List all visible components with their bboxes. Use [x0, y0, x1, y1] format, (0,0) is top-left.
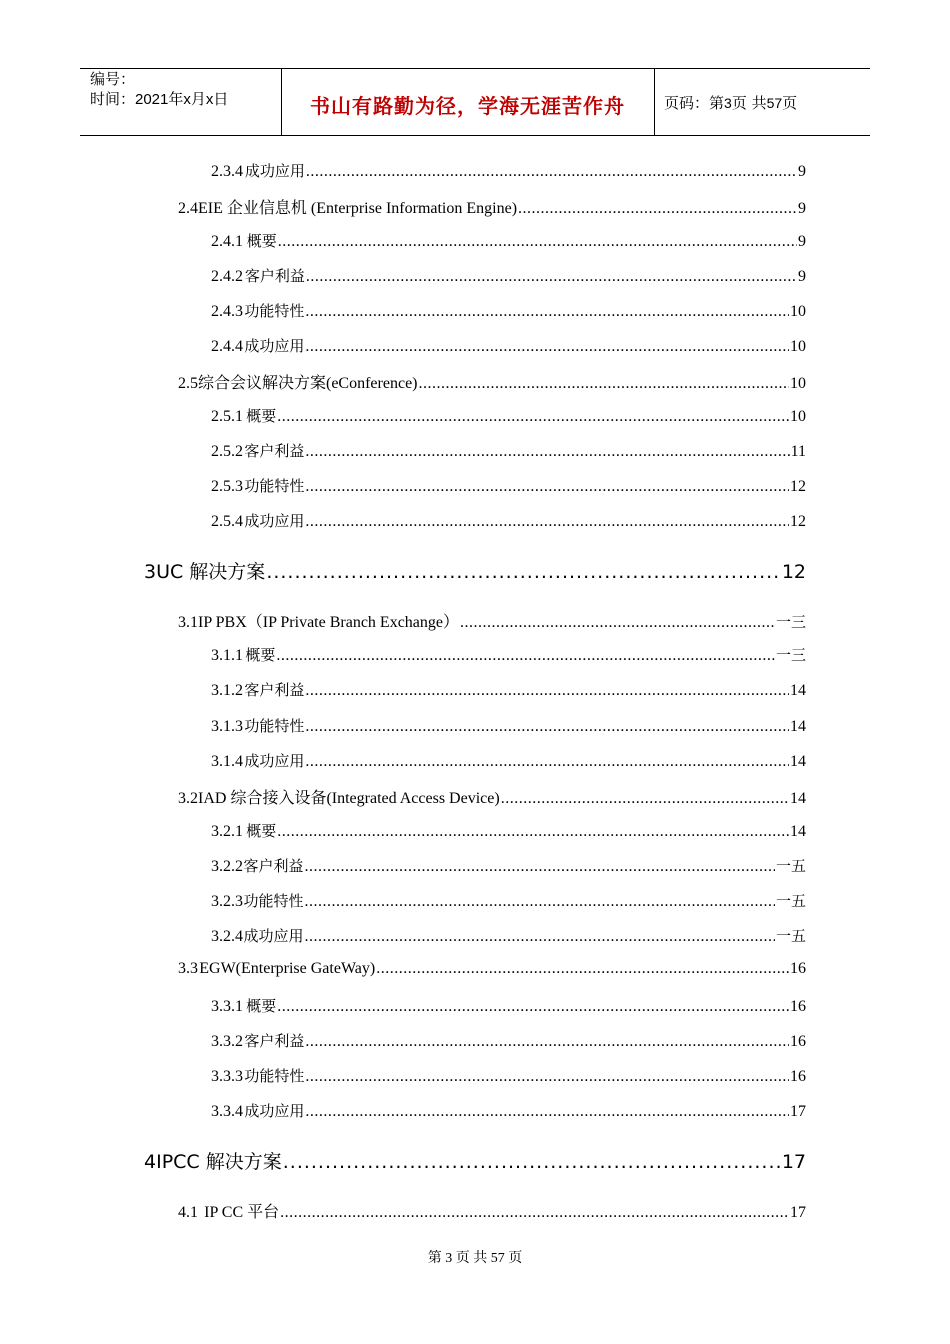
toc-page: 14 — [790, 823, 806, 840]
toc-title: IP CC 平台 — [204, 1204, 280, 1221]
toc-page: 17 — [781, 1151, 806, 1173]
toc-entry[interactable] — [211, 715, 806, 736]
toc-leader — [376, 960, 789, 978]
toc-title: 成功应用 — [244, 512, 305, 530]
toc-entry[interactable] — [211, 679, 806, 700]
toc-entry[interactable] — [211, 995, 806, 1016]
toc-title: 功能特性 — [244, 1067, 305, 1085]
toc-page: 一五 — [775, 927, 806, 945]
toc-page: 14 — [790, 718, 806, 735]
toc-leader — [277, 998, 789, 1016]
toc-title: 成功应用 — [244, 162, 305, 180]
toc-number: 3.3.2 — [211, 1033, 243, 1050]
toc-number: 2.5.3 — [211, 478, 243, 495]
toc-title: 概要 — [246, 997, 277, 1015]
toc-title: 客户利益 — [244, 681, 305, 699]
toc-entry[interactable] — [211, 1065, 806, 1086]
toc-page: 一三 — [775, 613, 806, 631]
toc-leader — [305, 1068, 789, 1086]
toc-entry[interactable] — [211, 644, 806, 665]
toc-number: 3.2.4 — [211, 928, 243, 945]
toc-page: 一五 — [775, 857, 806, 875]
toc-leader — [278, 233, 797, 251]
toc-page: 14 — [790, 753, 806, 770]
toc-leader — [283, 1151, 781, 1173]
toc-page: 一三 — [775, 646, 806, 664]
toc-page: 12 — [781, 561, 806, 583]
toc-page: 10 — [790, 338, 806, 355]
toc-leader — [304, 928, 775, 946]
toc-number: 2.5.1 — [211, 408, 243, 425]
toc-title: 功能特性 — [244, 477, 305, 495]
toc-number: 2.5.4 — [211, 513, 243, 530]
toc-leader — [305, 718, 789, 736]
toc-entry[interactable] — [211, 300, 806, 321]
toc-entry[interactable] — [211, 475, 806, 496]
toc-title: 成功应用 — [244, 752, 305, 770]
toc-leader — [518, 200, 797, 218]
page-suffix: 页 — [782, 94, 798, 112]
toc-number: 3.2 — [178, 790, 198, 807]
toc-entry[interactable] — [178, 960, 806, 978]
toc-number: 4.1 — [178, 1204, 198, 1221]
toc-page: 14 — [790, 682, 806, 699]
toc-entry[interactable] — [211, 1100, 806, 1121]
toc-leader — [305, 1033, 789, 1051]
toc-number: 3.1.3 — [211, 718, 243, 735]
toc-number: 2.4 — [178, 200, 198, 217]
toc-number: 3.3.3 — [211, 1068, 243, 1085]
toc-leader — [305, 682, 789, 700]
toc-number: 3.3 — [178, 960, 198, 977]
toc-title: 客户利益 — [244, 442, 305, 460]
toc-leader — [305, 303, 789, 321]
toc-title: 综合会议解决方案(eConference) — [198, 375, 418, 392]
toc-entry[interactable] — [211, 1030, 806, 1051]
toc-title: 客户利益 — [244, 267, 305, 285]
toc-title: 概要 — [246, 232, 277, 250]
header-bottom-rule — [80, 135, 870, 136]
toc-entry[interactable] — [178, 785, 806, 808]
toc-number: 3.2.1 — [211, 823, 243, 840]
toc-chapter-entry[interactable] — [144, 557, 806, 584]
toc-entry[interactable] — [178, 1199, 806, 1222]
toc-title: 功能特性 — [244, 302, 305, 320]
toc-number: 2.4.1 — [211, 233, 243, 250]
toc-leader — [266, 561, 781, 583]
toc-leader — [306, 268, 797, 286]
toc-number: 3.1.2 — [211, 682, 243, 699]
toc-leader — [304, 858, 775, 876]
toc-leader — [419, 375, 790, 393]
header-meta — [90, 70, 228, 110]
toc-title: 成功应用 — [244, 1102, 305, 1120]
toc-number: 2.4.4 — [211, 338, 243, 355]
page-mid: 页 共 — [731, 94, 767, 112]
toc-leader — [305, 443, 789, 461]
toc-entry[interactable] — [211, 265, 806, 286]
toc-title: 客户利益 — [244, 1032, 305, 1050]
header-divider — [654, 68, 655, 136]
toc-entry[interactable] — [211, 855, 806, 876]
toc-entry[interactable] — [211, 925, 806, 946]
toc-number: 3.1.1 — [211, 647, 243, 664]
toc-page: 9 — [798, 268, 806, 285]
document-number-label: 编号： — [90, 71, 136, 88]
toc-leader — [305, 338, 789, 356]
page-header — [80, 68, 870, 136]
toc-entry[interactable] — [211, 335, 806, 356]
toc-entry[interactable] — [211, 160, 806, 181]
toc-number: 2.3.4 — [211, 163, 243, 180]
toc-page: 14 — [790, 790, 806, 807]
toc-page: 12 — [790, 478, 806, 495]
toc-number: 2.5 — [178, 375, 198, 392]
toc-page: 16 — [790, 1068, 806, 1085]
toc-number: 3.1.4 — [211, 753, 243, 770]
toc-page: 10 — [790, 375, 806, 392]
toc-leader — [306, 163, 797, 181]
toc-leader — [277, 408, 789, 426]
toc-leader — [304, 893, 775, 911]
toc-page: 9 — [798, 163, 806, 180]
toc-leader — [501, 790, 789, 808]
document-date: 时间：2021年x月x日 — [90, 91, 229, 108]
toc-entry[interactable] — [178, 370, 806, 393]
toc-page: 16 — [790, 960, 806, 977]
page-total: 57 — [766, 95, 783, 111]
page-prefix: 页码：第 — [664, 94, 725, 112]
toc-chapter-entry[interactable] — [144, 1147, 806, 1174]
toc-number: 3.3.4 — [211, 1103, 243, 1120]
toc-leader — [460, 614, 775, 632]
toc-title: 成功应用 — [244, 337, 305, 355]
toc-title: EIE 企业信息机 (Enterprise Information Engine) — [198, 200, 518, 217]
toc-number: 3.1 — [178, 614, 198, 631]
toc-number: 2.4.3 — [211, 303, 243, 320]
toc-entry[interactable] — [211, 510, 806, 531]
toc-title: 成功应用 — [243, 927, 304, 945]
toc-leader — [305, 513, 789, 531]
toc-page: 10 — [790, 408, 806, 425]
toc-entry[interactable] — [211, 230, 806, 251]
toc-title: 功能特性 — [243, 892, 304, 910]
toc-page: 17 — [790, 1103, 806, 1120]
toc-number: 3.3.1 — [211, 998, 243, 1015]
toc-leader — [276, 647, 775, 665]
toc-entry[interactable] — [211, 405, 806, 426]
toc-number: 2.5.2 — [211, 443, 243, 460]
toc-leader — [305, 478, 789, 496]
toc-leader — [277, 823, 789, 841]
toc-page: 16 — [790, 1033, 806, 1050]
toc-page: 11 — [790, 443, 806, 460]
toc-page: 9 — [798, 200, 806, 217]
toc-title: IP PBX（IP Private Branch Exchange） — [198, 614, 459, 631]
toc-title: EGW(Enterprise GateWay) — [199, 960, 376, 977]
toc-number: 3.2.2 — [211, 858, 243, 875]
toc-number: 4 — [144, 1151, 157, 1173]
toc-page: 10 — [790, 303, 806, 320]
toc-entry[interactable] — [211, 820, 806, 841]
toc-title: 功能特性 — [244, 717, 305, 735]
toc-title: 概要 — [245, 646, 276, 664]
toc-leader — [305, 1103, 789, 1121]
toc-title: 概要 — [246, 407, 277, 425]
page-number: 3 — [724, 95, 732, 111]
toc-page: 一五 — [775, 892, 806, 910]
toc-title: 客户利益 — [243, 857, 304, 875]
toc-page: 9 — [798, 233, 806, 250]
header-motto: 书山有路勤为径，学海无涯苦作舟 — [310, 94, 625, 118]
toc-entry[interactable] — [178, 195, 806, 218]
toc-entry[interactable] — [211, 440, 806, 461]
toc-entry[interactable] — [211, 750, 806, 771]
toc-title: 概要 — [246, 822, 277, 840]
header-top-rule — [80, 68, 870, 69]
page-footer: 第 3 页 共 57 页 — [427, 1251, 523, 1266]
toc-entry[interactable] — [178, 609, 806, 632]
toc-page: 16 — [790, 998, 806, 1015]
toc-entry[interactable] — [211, 890, 806, 911]
toc-number: 3.2.3 — [211, 893, 243, 910]
toc-page: 17 — [790, 1204, 806, 1221]
toc-title: UC 解决方案 — [156, 561, 266, 583]
toc-number: 3 — [144, 561, 157, 583]
header-page-indicator — [664, 92, 797, 113]
toc-leader — [305, 753, 789, 771]
toc-number: 2.4.2 — [211, 268, 243, 285]
toc-page: 12 — [790, 513, 806, 530]
toc-leader — [280, 1204, 789, 1222]
toc-title: IAD 综合接入设备(Integrated Access Device) — [198, 790, 500, 807]
toc-title: IPCC 解决方案 — [156, 1151, 282, 1173]
